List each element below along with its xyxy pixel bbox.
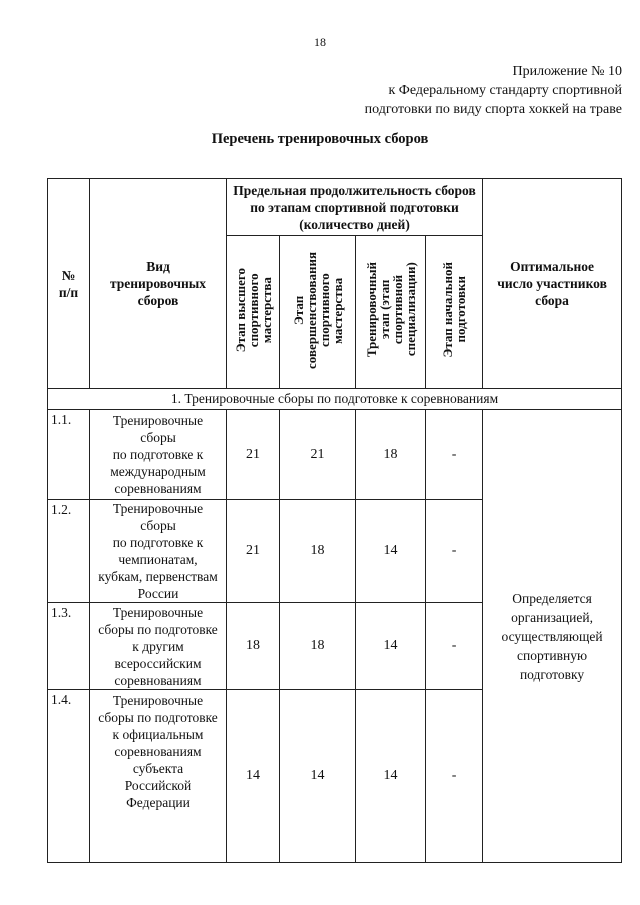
row-number: 1.2. <box>48 500 90 603</box>
value-higher-mastery: 18 <box>227 603 280 690</box>
row-kind-text: Тренировочные сборы по подготовке к чемпионатам, кубкам, первенствам России <box>98 501 218 601</box>
value-training: 14 <box>356 603 426 690</box>
header-stage-initial <box>426 236 483 389</box>
value-training: 14 <box>356 690 426 863</box>
row-kind <box>90 410 227 500</box>
value-training: 14 <box>356 500 426 603</box>
appendix-line-2: к Федеральному стандарту спортивной <box>388 83 622 98</box>
row-kind <box>90 500 227 603</box>
value-higher-mastery: 14 <box>227 690 280 863</box>
header-stage-improvement <box>280 236 356 389</box>
row-kind <box>90 690 227 863</box>
stage-improvement-text: Этап совершенствования спортивного мастерства <box>290 251 345 369</box>
value-training: 18 <box>356 410 426 500</box>
value-initial: - <box>426 410 483 500</box>
stage-initial-text: Этап начальной подготовки <box>440 262 469 358</box>
header-kind <box>90 179 227 389</box>
document-title: Перечень тренировочных сборов <box>211 131 429 147</box>
value-higher-mastery: 21 <box>227 410 280 500</box>
row-kind-text: Тренировочные сборы по подготовке к другим всероссийским соревнованиям <box>98 604 218 688</box>
section-heading: 1. Тренировочные сборы по подготовке к соревнованиям <box>48 389 622 410</box>
header-duration-group: Предельная продолжительность сборов по этапам спортивной подготовки (количество дней) <box>227 179 483 236</box>
header-number <box>48 179 90 389</box>
value-higher-mastery: 21 <box>227 500 280 603</box>
value-initial: - <box>426 500 483 603</box>
appendix-line-3: подготовки по виду спорта хоккей на траве <box>364 102 622 117</box>
appendix-header <box>365 62 622 119</box>
header-number-text: № п/п <box>58 267 79 300</box>
row-number: 1.4. <box>48 690 90 863</box>
row-number: 1.1. <box>48 410 90 500</box>
value-improvement: 14 <box>280 690 356 863</box>
header-stage-training <box>356 236 426 389</box>
value-initial: - <box>426 690 483 863</box>
appendix-line-1: Приложение № 10 <box>512 64 622 79</box>
row-kind-text: Тренировочные сборы по подготовке к международным соревнованиям <box>110 413 206 496</box>
value-improvement: 21 <box>280 410 356 500</box>
header-participants <box>483 179 622 389</box>
header-stage-higher-mastery <box>227 236 280 389</box>
row-number: 1.3. <box>48 603 90 690</box>
row-kind <box>90 603 227 690</box>
value-initial: - <box>426 603 483 690</box>
value-improvement: 18 <box>280 500 356 603</box>
participants-cell <box>483 410 622 863</box>
training-camps-table <box>47 178 622 863</box>
stage-higher-mastery-text: Этап высшего спортивного мастерства <box>232 267 274 353</box>
header-kind-text: Вид тренировочных сборов <box>109 259 207 308</box>
stage-training-text: Тренировочный этап (этап спортивной специализации) <box>363 262 418 358</box>
row-kind-text: Тренировочные сборы по подготовке к официальным соревнованиям субъекта Российской Федерации <box>98 693 218 810</box>
header-participants-text: Оптимальное число участников сбора <box>497 259 607 308</box>
page-number: 18 <box>314 35 326 49</box>
participants-text: Определяется организацией, осуществляющей спортивную подготовку <box>501 590 603 682</box>
value-improvement: 18 <box>280 603 356 690</box>
